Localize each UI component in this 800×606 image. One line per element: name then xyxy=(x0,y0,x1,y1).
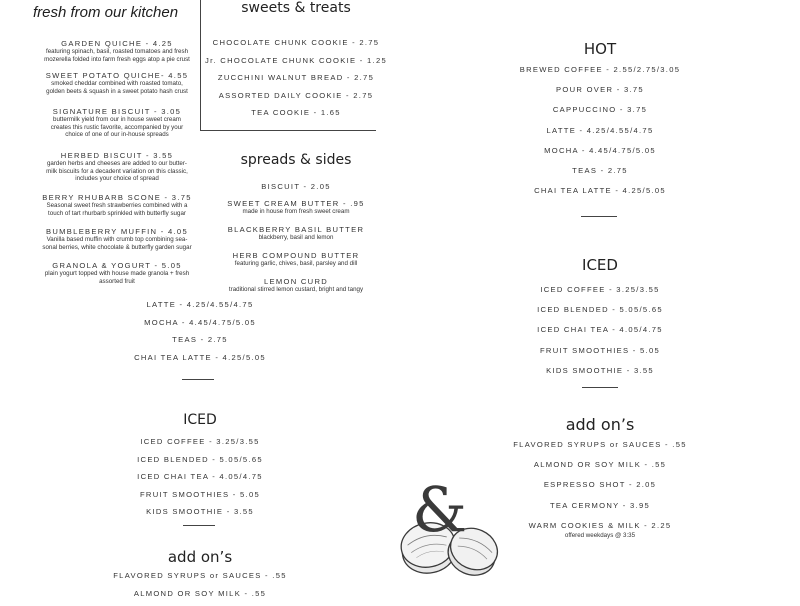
menu-item-desc: buttermilk yield from our in house sweet cream xyxy=(12,116,222,124)
list-item: FLAVORED SYRUPS or SAUCES - .55 xyxy=(480,440,720,460)
ampersand-glyph: & xyxy=(412,475,467,545)
list-item: TEAS - 2.75 xyxy=(100,335,300,353)
menu-item-desc: sonal berries, white chocolate & butterfly garden sugar xyxy=(12,244,222,252)
list-item: ICED COFFEE - 3.25/3.55 xyxy=(100,437,300,455)
menu-item-desc: smoked cheddar combined with roasted tomato, xyxy=(12,80,222,88)
menu-item-desc: featuring garlic, chives, basil, parsley and dill xyxy=(200,260,392,268)
menu-item-name: SIGNATURE BISCUIT - 3.05 xyxy=(12,107,222,116)
list-item xyxy=(200,225,392,251)
list-item: MOCHA - 4.45/4.75/5.05 xyxy=(100,318,300,336)
menu-item-name: SWEET POTATO QUICHE- 4.55 xyxy=(12,71,222,80)
hot-title: HOT xyxy=(500,40,700,58)
menu-item-desc: Seasonal sweet fresh strawberries combined with a xyxy=(12,202,222,210)
menu-item-desc: includes your choice of spread xyxy=(12,175,222,183)
list-item: FRUIT SMOOTHIES - 5.05 xyxy=(480,346,720,366)
menu-item-desc: made in house from fresh sweet cream xyxy=(200,208,392,216)
menu-item-desc: golden beets & squash in a sweet potato hash crust xyxy=(12,88,222,96)
list-item: KIDS SMOOTHIE - 3.55 xyxy=(100,507,300,525)
hot-list xyxy=(480,65,720,206)
list-item: KIDS SMOOTHIE - 3.55 xyxy=(480,366,720,386)
right-iced-list xyxy=(480,285,720,386)
menu-item-desc: Vanilla based muffin with crumb top combining sea- xyxy=(12,236,222,244)
list-item: TEA COOKIE - 1.65 xyxy=(200,108,392,126)
list-item: Jr. CHOCOLATE CHUNK COOKIE - 1.25 xyxy=(200,56,392,74)
list-item: ICED CHAI TEA - 4.05/4.75 xyxy=(100,472,300,490)
menu-item-desc: creates this rustic favorite, accompanied by your xyxy=(12,124,222,132)
list-item: ESPRESSO SHOT - 2.05 xyxy=(480,480,720,500)
menu-item-name: LEMON CURD xyxy=(200,277,392,286)
list-item: TEAS - 2.75 xyxy=(480,166,720,186)
menu-item-name: GARDEN QUICHE - 4.25 xyxy=(12,39,222,48)
list-item: MOCHA - 4.45/4.75/5.05 xyxy=(480,146,720,166)
list-item: LATTE - 4.25/4.55/4.75 xyxy=(100,300,300,318)
list-item: FRUIT SMOOTHIES - 5.05 xyxy=(100,490,300,508)
section-divider xyxy=(182,379,214,380)
menu-item-desc: traditional stirred lemon custard, bright and tangy xyxy=(200,286,392,294)
right-addons-list xyxy=(480,440,720,539)
section-divider xyxy=(183,525,215,526)
menu-item-desc: choice of one of our in-house spreads xyxy=(12,131,222,139)
list-item xyxy=(200,182,392,199)
left-addons-list xyxy=(100,571,300,606)
list-item: WARM COOKIES & MILK - 2.25 xyxy=(480,521,720,532)
section-divider xyxy=(200,130,376,131)
left-iced-title: ICED xyxy=(100,412,300,428)
list-item: CHAI TEA LATTE - 4.25/5.05 xyxy=(480,186,720,206)
menu-item-name: HERBED BISCUIT - 3.55 xyxy=(12,151,222,160)
sweets-list xyxy=(200,38,392,126)
list-item xyxy=(200,277,392,301)
list-item xyxy=(200,199,392,225)
spreads-title: spreads & sides xyxy=(200,152,392,168)
menu-item-name: BERRY RHUBARB SCONE - 3.75 xyxy=(12,193,222,202)
menu-item-desc: assorted fruit xyxy=(12,278,222,286)
left-addons-title: add on’s xyxy=(100,548,300,566)
list-item: POUR OVER - 3.75 xyxy=(480,85,720,105)
menu-item-desc: plain yogurt topped with house made granola + fresh xyxy=(12,270,222,278)
list-item: ICED BLENDED - 5.05/5.65 xyxy=(480,305,720,325)
list-item: ASSORTED DAILY COOKIE - 2.75 xyxy=(200,91,392,109)
list-item: BREWED COFFEE - 2.55/2.75/3.05 xyxy=(480,65,720,85)
menu-item-name: BUMBLEBERRY MUFFIN - 4.05 xyxy=(12,227,222,236)
list-item: CHOCOLATE CHUNK COOKIE - 2.75 xyxy=(200,38,392,56)
list-item xyxy=(12,39,222,71)
section-divider xyxy=(581,216,617,217)
list-item xyxy=(12,227,222,261)
spreads-list xyxy=(200,182,392,301)
menu-item-desc: mozerella folded into farm fresh eggs atop a pie crust xyxy=(12,56,222,64)
right-iced-title: ICED xyxy=(500,256,700,274)
list-item: ALMOND OR SOY MILK - .55 xyxy=(100,589,300,606)
list-item xyxy=(12,71,222,107)
kitchen-list xyxy=(12,39,222,291)
menu-item-name: SWEET CREAM BUTTER - .95 xyxy=(200,199,392,208)
list-item: TEA CERMONY - 3.95 xyxy=(480,501,720,521)
kitchen-title: fresh from our kitchen xyxy=(33,4,178,21)
list-item: ALMOND OR SOY MILK - .55 xyxy=(480,460,720,480)
right-addons-title: add on’s xyxy=(500,415,700,434)
list-item: ZUCCHINI WALNUT BREAD - 2.75 xyxy=(200,73,392,91)
list-item: ICED BLENDED - 5.05/5.65 xyxy=(100,455,300,473)
menu-item-desc: blackberry, basil and lemon xyxy=(200,234,392,242)
menu-item-desc: milk biscuits for a decadent variation on this classic, xyxy=(12,168,222,176)
menu-item-name: BLACKBERRY BASIL BUTTER xyxy=(200,225,392,234)
menu-item-name: HERB COMPOUND BUTTER xyxy=(200,251,392,260)
list-item: FLAVORED SYRUPS or SAUCES - .55 xyxy=(100,571,300,589)
menu-item-desc: featuring spinach, basil, roasted tomatoes and fresh xyxy=(12,48,222,56)
list-item: ICED COFFEE - 3.25/3.55 xyxy=(480,285,720,305)
ampersand-biscuits-logo-icon xyxy=(398,483,508,583)
section-divider xyxy=(582,387,618,388)
left-iced-list xyxy=(100,437,300,525)
menu-item-desc: touch of tart rhurbarb sprinkled with butterfly sugar xyxy=(12,210,222,218)
menu-item-desc: garden herbs and cheeses are added to our butter- xyxy=(12,160,222,168)
menu-item-name: GRANOLA & YOGURT - 5.05 xyxy=(12,261,222,270)
menu-item-desc: offered weekdays @ 3:35 xyxy=(480,532,720,540)
list-item xyxy=(12,151,222,193)
list-item: LATTE - 4.25/4.55/4.75 xyxy=(480,126,720,146)
menu-item-name: BISCUIT - 2.05 xyxy=(200,182,392,191)
list-item xyxy=(12,193,222,227)
list-item xyxy=(200,251,392,277)
left-hot-list xyxy=(100,300,300,370)
list-item xyxy=(12,107,222,151)
list-item: CHAI TEA LATTE - 4.25/5.05 xyxy=(100,353,300,371)
sweets-title: sweets & treats xyxy=(200,0,392,16)
list-item: CAPPUCCINO - 3.75 xyxy=(480,105,720,125)
list-item: ICED CHAI TEA - 4.05/4.75 xyxy=(480,325,720,345)
list-item xyxy=(12,261,222,291)
